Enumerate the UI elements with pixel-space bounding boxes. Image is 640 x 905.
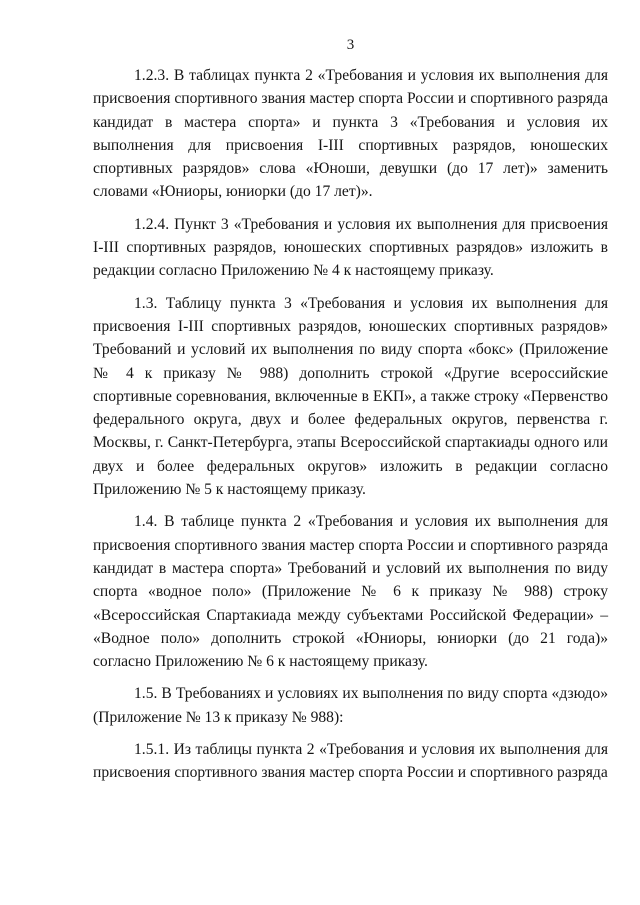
paragraph-1-2-4: 1.2.4. Пункт 3 «Требования и условия их выполнения для присвоения I-III спортивных разрядов, юношеских спортивных разрядов» изложить в редакции согласно Приложению № 4 к настоящему приказу. <box>93 215 608 280</box>
paragraph-1-3: 1.3. Таблицу пункта 3 «Требования и условия их выполнения для присвоения I-III спортивных разрядов, юношеских спортивных разрядов» Требований и условий их выполнения по виду спорта «бокс» (Приложение № 4 к приказу № 988) дополнить строкой «Другие всероссийские спортивные соревнования, включенные в ЕКП», а также строку «Первенство федерального округа, двух и более федеральных округов, первенства г. Москвы, г. Санкт-Петербурга, этапы Всероссийской спартакиады одного или двух и более федеральных округов» изложить в редакции согласно Приложению № 5 к настоящему приказу. <box>93 294 608 499</box>
paragraph-1-4: 1.4. В таблице пункта 2 «Требования и условия их выполнения для присвоения спортивного звания мастер спорта России и спортивного разряда кандидат в мастера спорта» Требований и условий их выполнения по виду спорта «водное поло» (Приложение № 6 к приказу № 988) строку «Всероссийская Спартакиада между субъектами Российской Федерации» – «Водное поло» дополнить строкой «Юниоры, юниорки (до 21 года)» согласно Приложению № 6 к настоящему приказу. <box>93 513 608 671</box>
page-number: 3 <box>346 37 355 53</box>
paragraph-1-5-1: 1.5.1. Из таблицы пункта 2 «Требования и условия их выполнения для присвоения спортивного звания мастер спорта России и спортивного разряда <box>93 741 608 782</box>
paragraph-1-2-3: 1.2.3. В таблицах пункта 2 «Требования и условия их выполнения для присвоения спортивного звания мастер спорта России и спортивного разряда кандидат в мастера спорта» и пункта 3 «Требования и условия их выполнения для присвоения I-III спортивных разрядов, юношеских спортивных разрядов» слова «Юноши, девушки (до 17 лет)» заменить словами «Юниоры, юниорки (до 17 лет)». <box>93 67 608 201</box>
paragraph-1-5: 1.5. В Требованиях и условиях их выполнения по виду спорта «дзюдо» (Приложение № 13 к приказу № 988): <box>93 685 608 726</box>
